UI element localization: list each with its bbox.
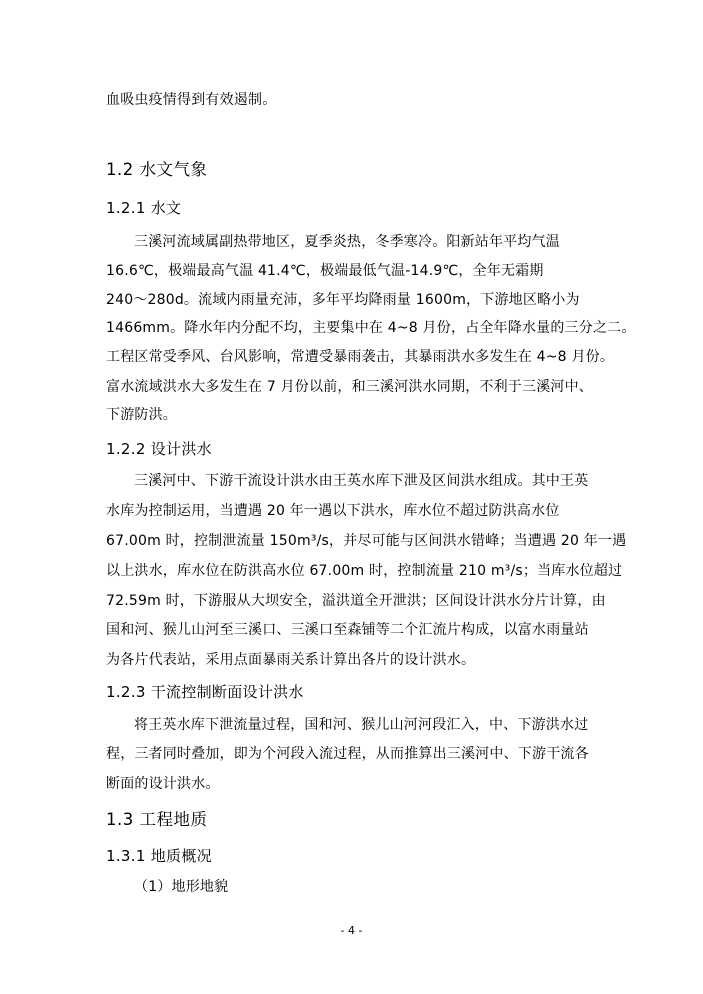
paragraph-line: 三溪河中、下游干流设计洪水由王英水库下泄及区间洪水组成。其中王英 [134, 473, 589, 489]
paragraph-line: 水库为控制运用，当遭遇 20 年一遇以下洪水，库水位不超过防洪高水位 [106, 503, 560, 519]
paragraph-line: 将王英水库下泄流量过程，国和河、猴儿山河河段汇入，中、下游洪水过 [134, 717, 589, 733]
paragraph-line: 以上洪水，库水位在防洪高水位 67.00m 时，控制流量 210 m³/s；当库水位超过 [106, 563, 623, 579]
paragraph-line: 16.6℃，极端最高气温 41.4℃，极端最低气温-14.9℃，全年无霜期 [106, 263, 544, 279]
paragraph-line: 断面的设计洪水。 [106, 776, 220, 792]
section-heading-1-2: 1.2 水文气象 [106, 160, 208, 179]
paragraph-line: 72.59m 时，下游服从大坝安全，溢洪道全开泄洪；区间设计洪水分片计算，由 [106, 593, 606, 609]
subsection-heading-1-2-3: 1.2.3 干流控制断面设计洪水 [106, 683, 304, 701]
paragraph-line: 血吸虫疫情得到有效遏制。 [106, 92, 277, 108]
paragraph-line: 工程区常受季风、台风影响，常遭受暴雨袭击，其暴雨洪水多发生在 4~8 月份。 [106, 349, 615, 365]
paragraph-line: 程，三者同时叠加，即为个河段入流过程，从而推算出三溪河中、下游干流各 [106, 746, 589, 762]
paragraph-line: 为各片代表站，采用点面暴雨关系计算出各片的设计洪水。 [106, 652, 476, 668]
paragraph-line: 1466mm。降水年内分配不均，主要集中在 4~8 月份，占全年降水量的三分之二。 [106, 320, 636, 336]
paragraph-line: 67.00m 时，控制泄流量 150m³/s，并尽可能与区间洪水错峰；当遭遇 20 年一遇 [106, 533, 627, 549]
paragraph-line: 三溪河流域属副热带地区，夏季炎热，冬季寒冷。阳新站年平均气温 [134, 234, 560, 250]
subsection-heading-1-2-2: 1.2.2 设计洪水 [106, 440, 212, 458]
paragraph-line: 富水流域洪水大多发生在 7 月份以前，和三溪河洪水同期，不利于三溪河中、 [106, 379, 594, 395]
paragraph-line: 下游防洪。 [106, 407, 177, 423]
list-item-heading: （1）地形地貌 [134, 879, 229, 895]
paragraph-line: 240～280d。流域内雨量充沛，多年平均降雨量 1600m，下游地区略小为 [106, 292, 580, 308]
page-number: - 4 - [340, 924, 363, 937]
paragraph-line: 国和河、猴儿山河至三溪口、三溪口至森铺等二个汇流片构成，以富水雨量站 [106, 622, 589, 638]
section-heading-1-3: 1.3 工程地质 [106, 810, 208, 829]
subsection-heading-1-3-1: 1.3.1 地质概况 [106, 847, 212, 865]
subsection-heading-1-2-1: 1.2.1 水文 [106, 199, 182, 217]
